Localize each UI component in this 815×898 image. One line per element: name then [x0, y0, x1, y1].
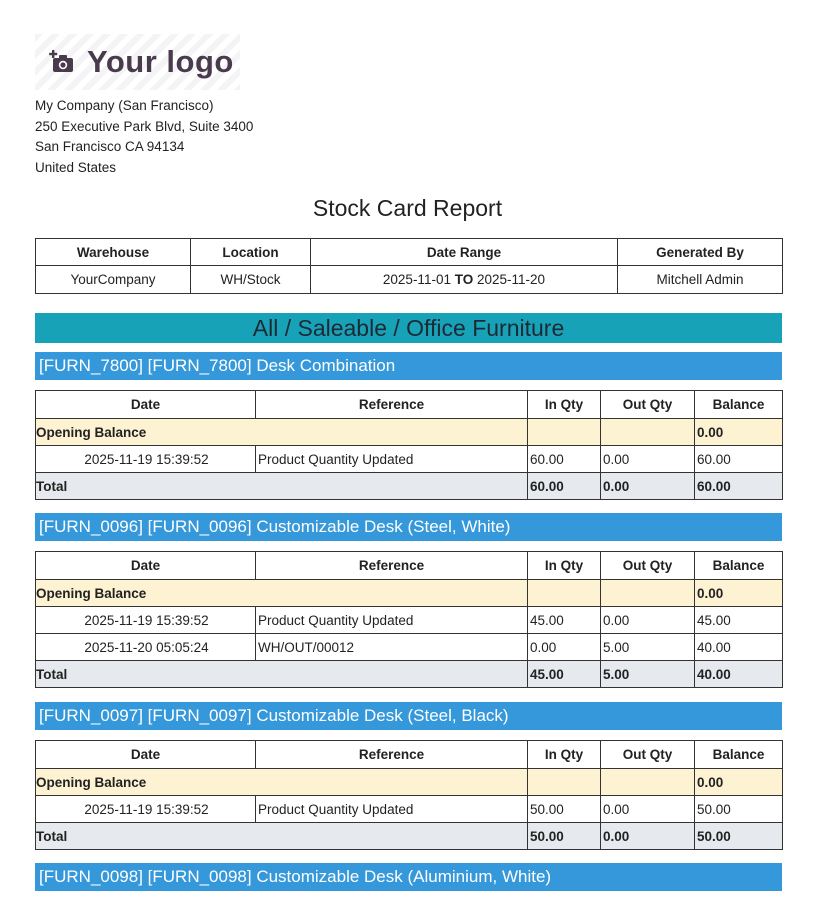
opening-out-qty [601, 419, 695, 446]
location-value: WH/Stock [191, 266, 311, 294]
balance-column-header: Balance [695, 552, 783, 580]
table-row [36, 634, 783, 661]
total-row [36, 823, 783, 850]
generated-by-header: Generated By [618, 239, 783, 266]
move-balance: 45.00 [695, 607, 783, 634]
meta-value-row [36, 266, 783, 294]
date-range-to: TO [454, 272, 474, 287]
stock-table [35, 390, 783, 500]
report-meta-table [35, 238, 783, 294]
total-out-qty: 0.00 [601, 473, 695, 500]
product-heading: [FURN_7800] [FURN_7800] Desk Combination [35, 352, 782, 380]
location-header: Location [191, 239, 311, 266]
out-qty-column-header: Out Qty [601, 552, 695, 580]
total-balance: 60.00 [695, 473, 783, 500]
company-logo [35, 34, 240, 90]
move-out-qty: 5.00 [601, 634, 695, 661]
date-to: 2025-11-20 [477, 272, 546, 287]
opening-in-qty [528, 769, 601, 796]
total-row [36, 661, 783, 688]
in-qty-column-header: In Qty [528, 391, 601, 419]
move-reference: Product Quantity Updated [256, 446, 528, 473]
company-address [35, 96, 253, 179]
move-date: 2025-11-20 05:05:24 [36, 634, 256, 661]
total-in-qty: 50.00 [528, 823, 601, 850]
meta-header-row [36, 239, 783, 266]
reference-column-header: Reference [256, 391, 528, 419]
product-heading: [FURN_0096] [FURN_0096] Customizable Desk (Steel, White) [35, 513, 782, 541]
company-street: 250 Executive Park Blvd, Suite 3400 [35, 118, 254, 134]
total-in-qty: 60.00 [528, 473, 601, 500]
in-qty-column-header: In Qty [528, 552, 601, 580]
move-reference: Product Quantity Updated [256, 607, 528, 634]
total-label: Total [36, 823, 528, 850]
opening-balance-label: Opening Balance [36, 769, 528, 796]
company-city: San Francisco CA 94134 [35, 139, 185, 155]
move-out-qty: 0.00 [601, 796, 695, 823]
move-in-qty: 45.00 [528, 607, 601, 634]
move-date: 2025-11-19 15:39:52 [36, 446, 256, 473]
stock-table [35, 740, 783, 850]
move-balance: 60.00 [695, 446, 783, 473]
opening-balance-label: Opening Balance [36, 580, 528, 607]
opening-balance-row [36, 769, 783, 796]
date-range-header: Date Range [311, 239, 618, 266]
date-column-header: Date [36, 391, 256, 419]
move-balance: 40.00 [695, 634, 783, 661]
date-range-value [311, 266, 618, 294]
total-balance: 50.00 [695, 823, 783, 850]
move-balance: 50.00 [695, 796, 783, 823]
opening-in-qty [528, 580, 601, 607]
total-label: Total [36, 661, 528, 688]
move-date: 2025-11-19 15:39:52 [36, 796, 256, 823]
table-row [36, 796, 783, 823]
date-column-header: Date [36, 552, 256, 580]
move-in-qty: 50.00 [528, 796, 601, 823]
stock-header-row [36, 552, 783, 580]
product-heading: [FURN_0097] [FURN_0097] Customizable Desk (Steel, Black) [35, 702, 782, 730]
total-row [36, 473, 783, 500]
opening-out-qty [601, 580, 695, 607]
total-in-qty: 45.00 [528, 661, 601, 688]
out-qty-column-header: Out Qty [601, 391, 695, 419]
move-in-qty: 0.00 [528, 634, 601, 661]
logo-text: Your logo [87, 44, 234, 79]
move-in-qty: 60.00 [528, 446, 601, 473]
total-out-qty: 0.00 [601, 823, 695, 850]
total-balance: 40.00 [695, 661, 783, 688]
in-qty-column-header: In Qty [528, 741, 601, 769]
opening-balance-value: 0.00 [695, 419, 783, 446]
stock-header-row [36, 391, 783, 419]
opening-in-qty [528, 419, 601, 446]
balance-column-header: Balance [695, 391, 783, 419]
opening-balance-value: 0.00 [695, 769, 783, 796]
product-heading: [FURN_0098] [FURN_0098] Customizable Desk (Aluminium, White) [35, 863, 782, 891]
company-name: My Company (San Francisco) [35, 98, 214, 113]
reference-column-header: Reference [256, 741, 528, 769]
move-out-qty: 0.00 [601, 446, 695, 473]
stock-table [35, 551, 783, 688]
company-country: United States [35, 160, 117, 176]
date-from: 2025-11-01 [382, 272, 451, 287]
opening-balance-value: 0.00 [695, 580, 783, 607]
opening-balance-row [36, 580, 783, 607]
balance-column-header: Balance [695, 741, 783, 769]
move-out-qty: 0.00 [601, 607, 695, 634]
camera-plus-icon [49, 50, 75, 74]
opening-balance-label: Opening Balance [36, 419, 528, 446]
stock-header-row [36, 741, 783, 769]
warehouse-value: YourCompany [36, 266, 191, 294]
move-reference: Product Quantity Updated [256, 796, 528, 823]
out-qty-column-header: Out Qty [601, 741, 695, 769]
opening-out-qty [601, 769, 695, 796]
report-title: Stock Card Report [312, 195, 503, 221]
opening-balance-row [36, 419, 783, 446]
date-column-header: Date [36, 741, 256, 769]
table-row [36, 446, 783, 473]
generated-by-value: Mitchell Admin [618, 266, 783, 294]
move-reference: WH/OUT/00012 [256, 634, 528, 661]
total-label: Total [36, 473, 528, 500]
reference-column-header: Reference [256, 552, 528, 580]
total-out-qty: 5.00 [601, 661, 695, 688]
move-date: 2025-11-19 15:39:52 [36, 607, 256, 634]
category-heading: All / Saleable / Office Furniture [35, 313, 782, 343]
warehouse-header: Warehouse [36, 239, 191, 266]
table-row [36, 607, 783, 634]
